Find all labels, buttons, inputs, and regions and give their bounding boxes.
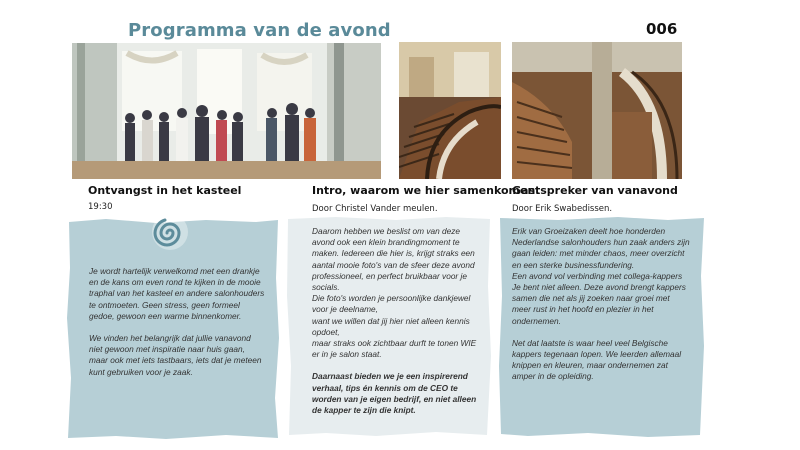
- paragraph: Daarom hebben we beslist om van deze avond ook een klein brandingmoment te maken. Iedereen die hier is, krijgt straks een aantal mooie foto's van de sfeer deze avond professioneel, en perfect bruikbaar voor je socials.: [312, 226, 475, 293]
- column-1-heading: Ontvangst in het kasteel: [88, 184, 242, 197]
- people-in-castle-hall-photo: [72, 43, 381, 179]
- page-title: Programma van de avond: [128, 20, 391, 41]
- paragraph: Net dat laatste is waar heel veel Belgische kappers tegenaan lopen. We leerden allemaal knippen en kleuren, maar ondernemen zat amper in de opleiding.: [512, 337, 682, 382]
- paragraph: maar straks ook zichtbaar durft te tonen WIE er in je salon staat.: [312, 338, 477, 360]
- page-number: 006: [646, 20, 678, 38]
- paragraph: Een avond vol verbinding met collega-kappers Je bent niet alleen. Deze avond brengt kappers samen die net als jij zoeken naar groei met meer rust in het hoofd en plezier in het ondernemen.: [512, 270, 686, 326]
- swirl-icon: [151, 213, 189, 251]
- column-3-heading: Gastspreker van vanavond: [512, 184, 678, 197]
- paragraph: Erik van Groeizaken deelt hoe honderden Nederlandse salonhouders hun zaak anders zijn gaan leiden: met minder chaos, meer overzicht en een sterke businessfundering.: [512, 226, 690, 270]
- column-3-text: [512, 226, 690, 383]
- staircase-from-above-photo: [512, 42, 682, 179]
- bold-paragraph: Daarnaast bieden we je een inspirerend verhaal, tips én kennis om de CEO te worden van je eigen bedrijf, en niet alleen de kapper te zijn die knipt.: [312, 371, 477, 416]
- column-3-speaker: Door Erik Swabedissen.: [512, 204, 613, 214]
- wooden-staircase-photo: [399, 42, 501, 179]
- column-2-speaker: Door Christel Vander meulen.: [312, 204, 438, 214]
- column-2-text: [312, 226, 484, 416]
- column-1-time: 19:30: [88, 202, 113, 212]
- column-1-text: [89, 266, 265, 389]
- column-2-heading: Intro, waarom we hier samenkomen.: [312, 184, 540, 197]
- paragraph: We vinden het belangrijk dat jullie vanavond niet gewoon met inspiratie naar huis gaan, maar ook met iets tastbaars, iets dat je meteen kunt gebruiken voor je zaak.: [89, 333, 262, 377]
- paragraph: want we willen dat jij hier niet alleen kennis opdoet,: [312, 315, 470, 337]
- paragraph: Je wordt hartelijk verwelkomd met een drankje en de kans om even rond te kijken in de mooie traphal van het kasteel en andere salonhouders te ontmoeten. Geen stress, geen formeel gedoe, gewoon een warme binnenkomer.: [89, 266, 265, 321]
- paragraph: Die foto's worden je persoonlijke dankjewel voor je deelname,: [312, 293, 471, 315]
